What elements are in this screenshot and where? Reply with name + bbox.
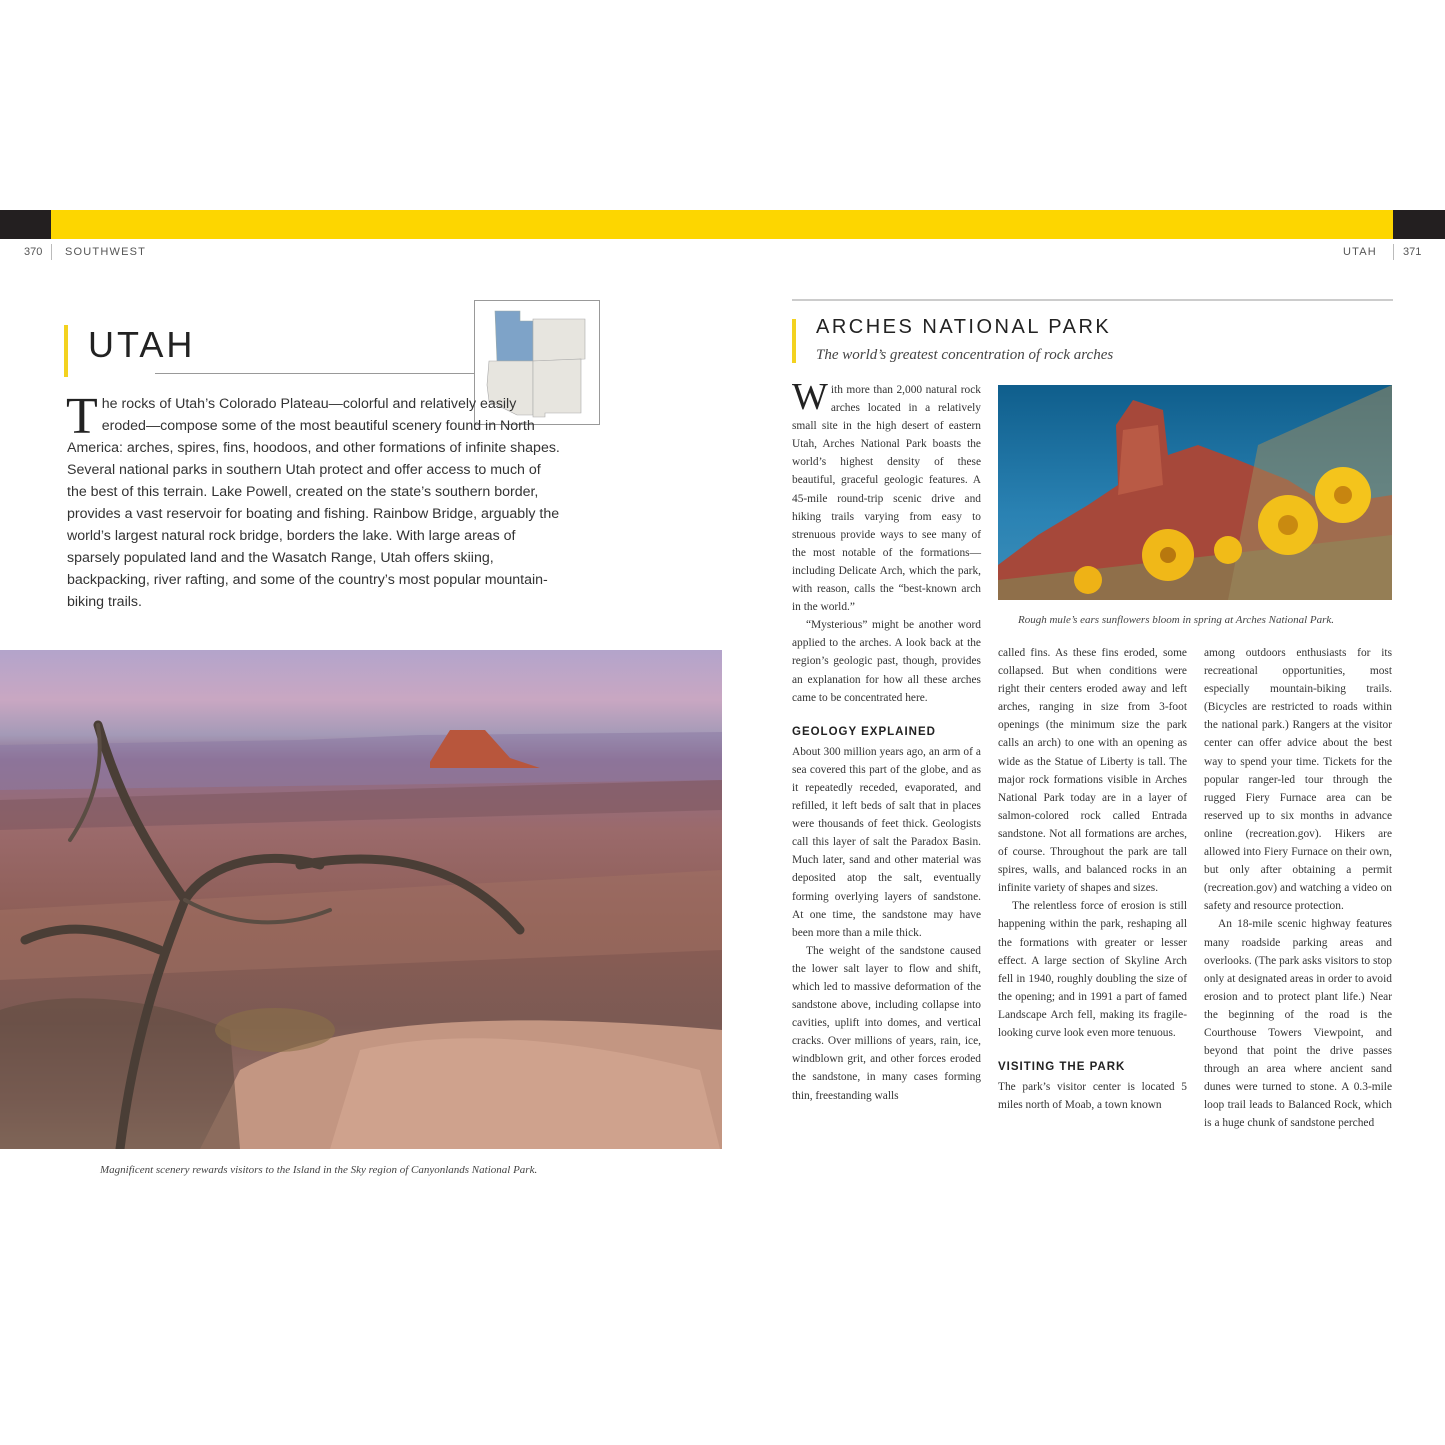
- paragraph: among outdoors enthusiasts for its recreational opportunities, most especially mountain-biking trails. (Bicycles are restricted to roads within the national park.) Rangers at the visitor center can offer advice about the best way to spend your time. Tickets for the popular ranger-led tour through the rugged Fiery Furnace area can be reserved up to six months in advance online (recreation.gov). Hikers are allowed into Fiery Furnace on their own, but only after obtaining a permit (recreation.gov) and watching a video on safety and resource protection.: [1204, 647, 1392, 913]
- paragraph: called fins. As these fins eroded, some collapsed. But when conditions were right their centers eroded away and left arches, ranging in size from 3-foot openings (the minimum size the park calls an arch) to one with an opening as wide as the Statue of Liberty is tall. The major rock formations visible in Arches National Park today are in a layer of salmon-colored rock called Entrada sandstone. Not all formations are arches, of course. Throughout the park are tall spires, walls, and balanced rocks in an infinite variety of shapes and sizes.: [998, 647, 1187, 895]
- title-rule: [155, 373, 475, 374]
- paragraph: About 300 million years ago, an arm of a sea covered this part of the globe, and as it repeatedly receded, evaporated, and refilled, it left beds of salt that in places were thousands of feet thick. Geologists call this layer of salt the Paradox Basin. Much later, sand and other material was deposited atop the salt, eventually forming overlying layers of sandstone. At one time, the sandstone may have been more than a mile thick.: [792, 745, 981, 939]
- paragraph: “Mysterious” might be another word applied to the arches. A look back at the region’s geologic past, though, provides an explanation for how all these arches came to be concentrated here.: [792, 619, 981, 704]
- paragraph: The relentless force of erosion is still happening within the park, reshaping all the formations with greater or lesser effect. A large section of Skyline Arch fell in 1940, roughly doubling the size of the opening; and in 1991 a part of famed Landscape Arch fell, making its fragile-looking curve look even more tenuous.: [998, 900, 1187, 1039]
- utah-shape: [495, 311, 533, 361]
- paragraph: [792, 376, 981, 616]
- paragraph: The park’s visitor center is located 5 miles north of Moab, a town known: [998, 1081, 1187, 1112]
- header-band-right: [1393, 210, 1445, 239]
- arches-subtitle: The world’s greatest concentration of rock arches: [816, 347, 1114, 363]
- section-heading-geology: GEOLOGY EXPLAINED: [792, 725, 936, 738]
- body-column-3: [1204, 644, 1392, 1133]
- arches-caption: Rough mule’s ears sunflowers bloom in spring at Arches National Park.: [1018, 614, 1335, 626]
- header-band-yellow: [51, 210, 1393, 239]
- section-heading-visiting: VISITING THE PARK: [998, 1061, 1126, 1074]
- folio-separator: [51, 244, 52, 260]
- intro-paragraph: [66, 388, 562, 613]
- canyonlands-landscape-image: [0, 650, 722, 1149]
- left-section-label: SOUTHWEST: [65, 246, 147, 258]
- paragraph: The weight of the sandstone caused the lower salt layer to flow and shift, which led to massive deformation of the sandstone above, including collapse into cavities, uplift into domes, and vertical cracks. Over millions of years, rain, ice, windblown grit, and other forces eroded the sandstone, in many cases forming thin, freestanding walls: [792, 944, 981, 1102]
- canyonlands-caption: Magnificent scenery rewards visitors to the Island in the Sky region of Canyonlands National Park.: [100, 1164, 538, 1176]
- body-column-2: [998, 644, 1187, 1114]
- folio-separator: [1393, 244, 1394, 260]
- sunflowers-rock-image: [998, 385, 1392, 600]
- right-section-label: UTAH: [1343, 246, 1377, 258]
- right-page-number: 371: [1403, 246, 1422, 258]
- page-title: UTAH: [88, 324, 196, 365]
- intro-text: he rocks of Utah’s Colorado Plateau—colorful and relatively easily eroded—compose some of the most beautiful scenery found in North America: arches, spires, fins, hoodoos, and other formations of infinite shapes. Several national parks in southern Utah protect and offer access to much of the best of this terrain. Lake Powell, created on the state’s southern border, provides a vast reservoir for boating and fishing. Rainbow Bridge, arguably the world’s largest natural rock bridge, borders the lake. With large areas of sparsely populated land and the Wasatch Range, Utah offers skiing, backpacking, river rafting, and some of the country’s most popular mountain-biking trails.: [67, 396, 560, 610]
- arches-accent-bar: [792, 319, 796, 363]
- intro-dropcap: T: [66, 388, 98, 445]
- arches-photo: [998, 385, 1392, 600]
- body-column-1: [792, 376, 981, 1105]
- arches-dropcap: W: [792, 376, 828, 418]
- paragraph-text: ith more than 2,000 natural rock arches located in a relatively small site in the high desert of eastern Utah, Arches National Park boasts the world’s highest density of these beautiful, graceful geologic features. A 45-mile round-trip scenic drive and hiking trails varying from easy to strenuous provide ways to see many of the most notable of the formations—including Delicate Arch, which the park, with reason, calls the “best-known arch in the world.”: [792, 384, 981, 614]
- canyonlands-photo: [0, 650, 722, 1149]
- paragraph: An 18-mile scenic highway features many roadside parking areas and overlooks. (The park asks visitors to stop only at designated areas in order to avoid erosion and to protect plant life.) Near the beginning of the road is the Courthouse Towers Viewpoint, and beyond that point the drive passes through an area where ancient sand dunes were turned to stone. A 0.3-mile loop trail leads to Balanced Rock, which is a huge chunk of sandstone perched: [1204, 918, 1392, 1130]
- header-band-left: [0, 210, 51, 239]
- left-page-number: 370: [24, 246, 43, 258]
- title-accent-bar: [64, 325, 68, 377]
- section-top-rule: [792, 299, 1393, 301]
- arches-title: ARCHES NATIONAL PARK: [816, 316, 1112, 338]
- colorado-shape: [533, 319, 585, 361]
